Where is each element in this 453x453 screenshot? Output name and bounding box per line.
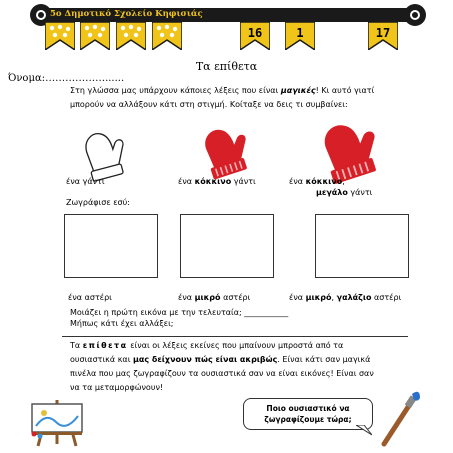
paintbrush-icon [376, 390, 424, 448]
flag-number: 16 [247, 26, 263, 40]
flag-number: 17 [375, 26, 391, 40]
bunting-flag [80, 22, 110, 50]
caption-glove: ένα γάντι [66, 177, 105, 186]
flag-number: 1 [296, 26, 304, 40]
adjective-explanation: Τα επίθετα είναι οι λέξεις εκείνες που μπαίνουν μπροστά από τα ουσιαστικά και μας δείχνουν πώς είναι ακριβώς. Είναι κάτι σαν μαγικά πινέλα που μας ζωγραφίζουν τα ουσιαστικά σαν να είναι εικόνες! Είναι σαν να τα μεταμορφώνουν! [70, 341, 374, 392]
bunting-flag [45, 22, 75, 50]
red-mitten-icon [192, 121, 258, 183]
drawing-box-3[interactable] [315, 214, 409, 278]
drawing-box-1[interactable] [64, 214, 158, 278]
bunting-flag [240, 22, 270, 50]
caption-big-red-glove: ένα κόκκινο, [289, 177, 345, 186]
page-title: Τα επίθετα [195, 60, 258, 73]
bubble-tail-icon [356, 425, 372, 437]
easel-illustration-icon [26, 398, 88, 448]
caption-red-glove: ένα κόκκινο γάντι [178, 177, 256, 186]
school-name: 5ο Δημοτικό Σχολείο Κηφισιάς [50, 9, 203, 19]
bunting-flag [368, 22, 398, 50]
bunting-flag [285, 22, 315, 50]
divider-line [62, 336, 408, 337]
comparison-question: Μοιάζει η πρώτη εικόνα με την τελευταία; ___________ Μήπως κάτι έχει αλλάξει; [70, 308, 289, 328]
big-red-mitten-icon [308, 116, 392, 186]
name-field-line: Όνομα:………………...... [8, 73, 125, 84]
caption-star: ένα αστέρι [68, 293, 112, 302]
draw-prompt: Ζωγράφισε εσύ: [66, 198, 130, 207]
caption-big-red-glove-line2: μεγάλο γάντι [316, 188, 373, 197]
caption-small-star: ένα μικρό αστέρι [178, 293, 251, 302]
bunting-flag [116, 22, 146, 50]
bunting-flag [152, 22, 182, 50]
caption-small-blue-star: ένα μικρό, γαλάζιο αστέρι [289, 293, 402, 302]
drawing-box-2[interactable] [180, 214, 274, 278]
rod-right-cap-icon [404, 4, 426, 26]
speech-bubble: Ποιο ουσιαστικό να ζωγραφίζουμε τώρα; [243, 398, 373, 430]
intro-text: Στη γλώσσα μας υπάρχουν κάποιες λέξεις που είναι μαγικές! Κι αυτό γιατί μπορούν να αλλάξουν κάτι στη στιγμή. Κοίταξε να δεις τι συμβαίνει: [70, 86, 375, 109]
